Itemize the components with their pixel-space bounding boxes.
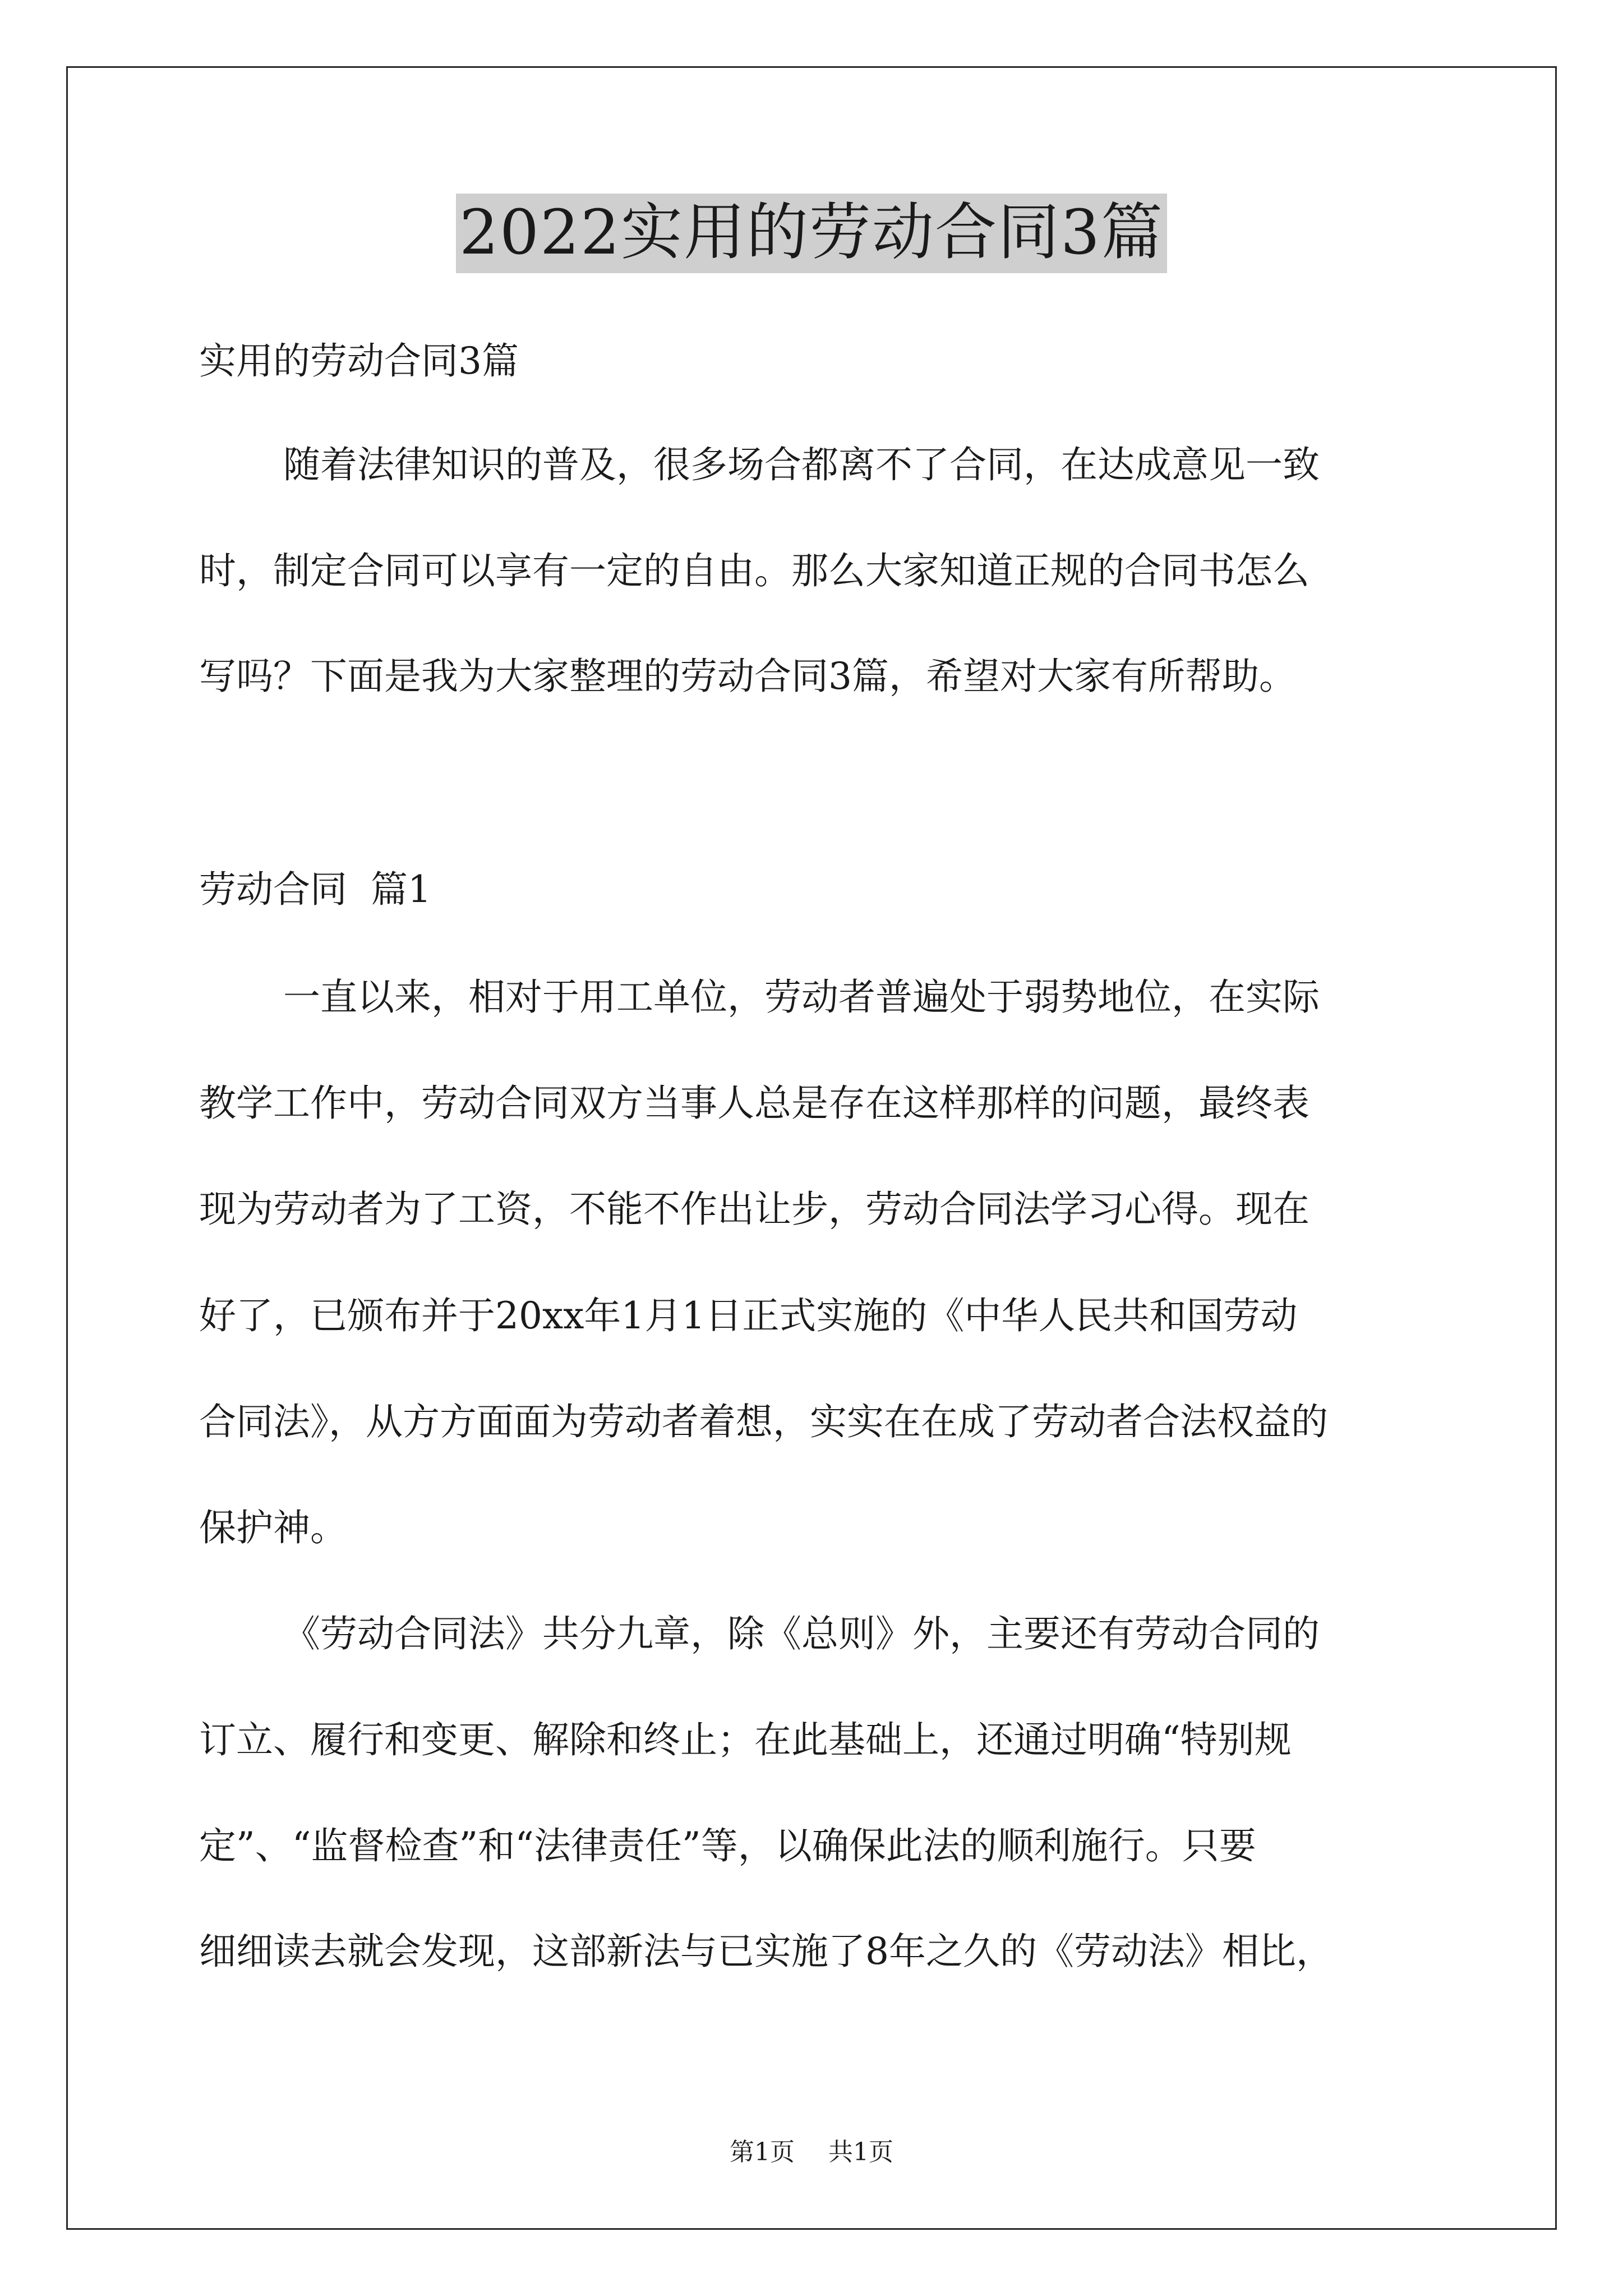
document-title <box>0 194 1623 273</box>
page-total: 共1页 <box>828 2138 893 2166</box>
para1-line-5: 合同法》，从方方面面为劳动者着想，实实在在成了劳动者合法权益的 <box>199 1400 1328 1443</box>
para2-line-4: 细细读去就会发现，这部新法与已实施了8年之久的《劳动法》相比， <box>199 1930 1333 1973</box>
para2-line-3: 定”、“监督检查”和“法律责任”等，以确保此法的顺利施行。只要 <box>199 1824 1256 1867</box>
document-subtitle: 实用的劳动合同3篇 <box>199 339 519 383</box>
page-border <box>66 66 1557 2230</box>
document-title-text: 2022实用的劳动合同3篇 <box>456 194 1167 273</box>
page-number: 第1页 <box>730 2138 795 2166</box>
intro-line-2: 时，制定合同可以享有一定的自由。那么大家知道正规的合同书怎么 <box>199 549 1310 592</box>
section-heading: 劳动合同 篇1 <box>199 868 431 911</box>
para2-line-1: 《劳动合同法》共分九章，除《总则》外，主要还有劳动合同的 <box>283 1612 1320 1655</box>
para1-line-6: 保护神。 <box>199 1506 347 1549</box>
para2-line-2: 订立、履行和变更、解除和终止；在此基础上，还通过明确“特别规 <box>199 1718 1292 1761</box>
para1-line-4: 好了，已颁布并于20xx年1月1日正式实施的《中华人民共和国劳动 <box>199 1294 1298 1337</box>
para1-line-1: 一直以来，相对于用工单位，劳动者普遍处于弱势地位，在实际 <box>283 976 1320 1019</box>
intro-line-1: 随着法律知识的普及，很多场合都离不了合同，在达成意见一致 <box>283 443 1320 486</box>
page-footer <box>0 2140 1623 2165</box>
para1-line-3: 现为劳动者为了工资，不能不作出让步，劳动合同法学习心得。现在 <box>199 1188 1310 1231</box>
para1-line-2: 教学工作中，劳动合同双方当事人总是存在这样那样的问题，最终表 <box>199 1082 1310 1125</box>
intro-line-3: 写吗？下面是我为大家整理的劳动合同3篇，希望对大家有所帮助。 <box>199 655 1296 698</box>
